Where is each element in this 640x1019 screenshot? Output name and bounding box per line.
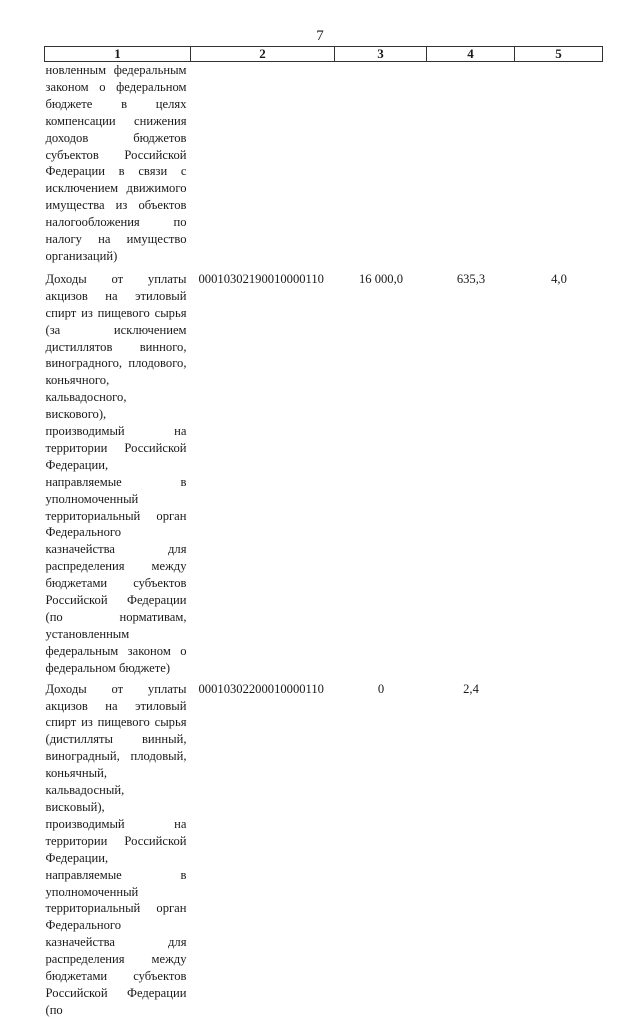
row-code <box>191 62 335 271</box>
row-description: Доходы от уплаты акцизов на этиловый спирт из пищевого сырья (дистилляты винный, виноградный, плодовый, коньячный, кальвадосный, вискoвый), производимый на территории Российской Федерации, направляемые в уполномоченный территориальный орган Федерального казначейства для распределения между бюджетами субъектов Российской Федерации (по <box>45 681 187 1017</box>
table-row <box>45 271 603 681</box>
row-description: новленным федеральным законом о федеральном бюджете в целях компенсации снижения доходов бюджетов субъектов Российской Федерации в связи с исключением движимого имущества из объектов налогообложения по налогу на имущество организаций) <box>45 63 187 263</box>
column-header: 2 <box>191 47 335 62</box>
column-header: 4 <box>427 47 515 62</box>
row-value-col4: 635,3 <box>456 271 486 286</box>
revenue-table <box>44 46 603 1019</box>
column-header: 1 <box>45 47 191 62</box>
table-row <box>45 62 603 271</box>
table-row <box>45 681 603 1019</box>
row-value-col5 <box>515 681 603 1019</box>
row-value-col4 <box>427 62 515 271</box>
row-value-col5: 4,0 <box>551 271 567 286</box>
table-header-row <box>45 47 603 62</box>
row-value-col3 <box>335 62 427 271</box>
row-value-col4: 2,4 <box>463 681 479 696</box>
row-code: 00010302200010000110 <box>198 681 324 696</box>
row-value-col3: 0 <box>377 681 385 696</box>
row-description: Доходы от уплаты акцизов на этиловый спирт из пищевого сырья (за исключением дистиллятов винного, виноградного, плодового, коньячного, кальвадосного, вискового), производимый на территории Российской Федерации, направляемые в уполномоченный территориальный орган Федерального казначейства для распределения между бюджетами субъектов Российской Федерации (по нормативам, установленным федеральным законом о федеральном бюджете) <box>45 271 187 675</box>
page-number: 7 <box>316 28 324 44</box>
column-header: 3 <box>335 47 427 62</box>
column-header: 5 <box>515 47 603 62</box>
row-code: 00010302190010000110 <box>198 271 324 286</box>
row-value-col5 <box>515 62 603 271</box>
row-value-col3: 16 000,0 <box>358 271 404 286</box>
